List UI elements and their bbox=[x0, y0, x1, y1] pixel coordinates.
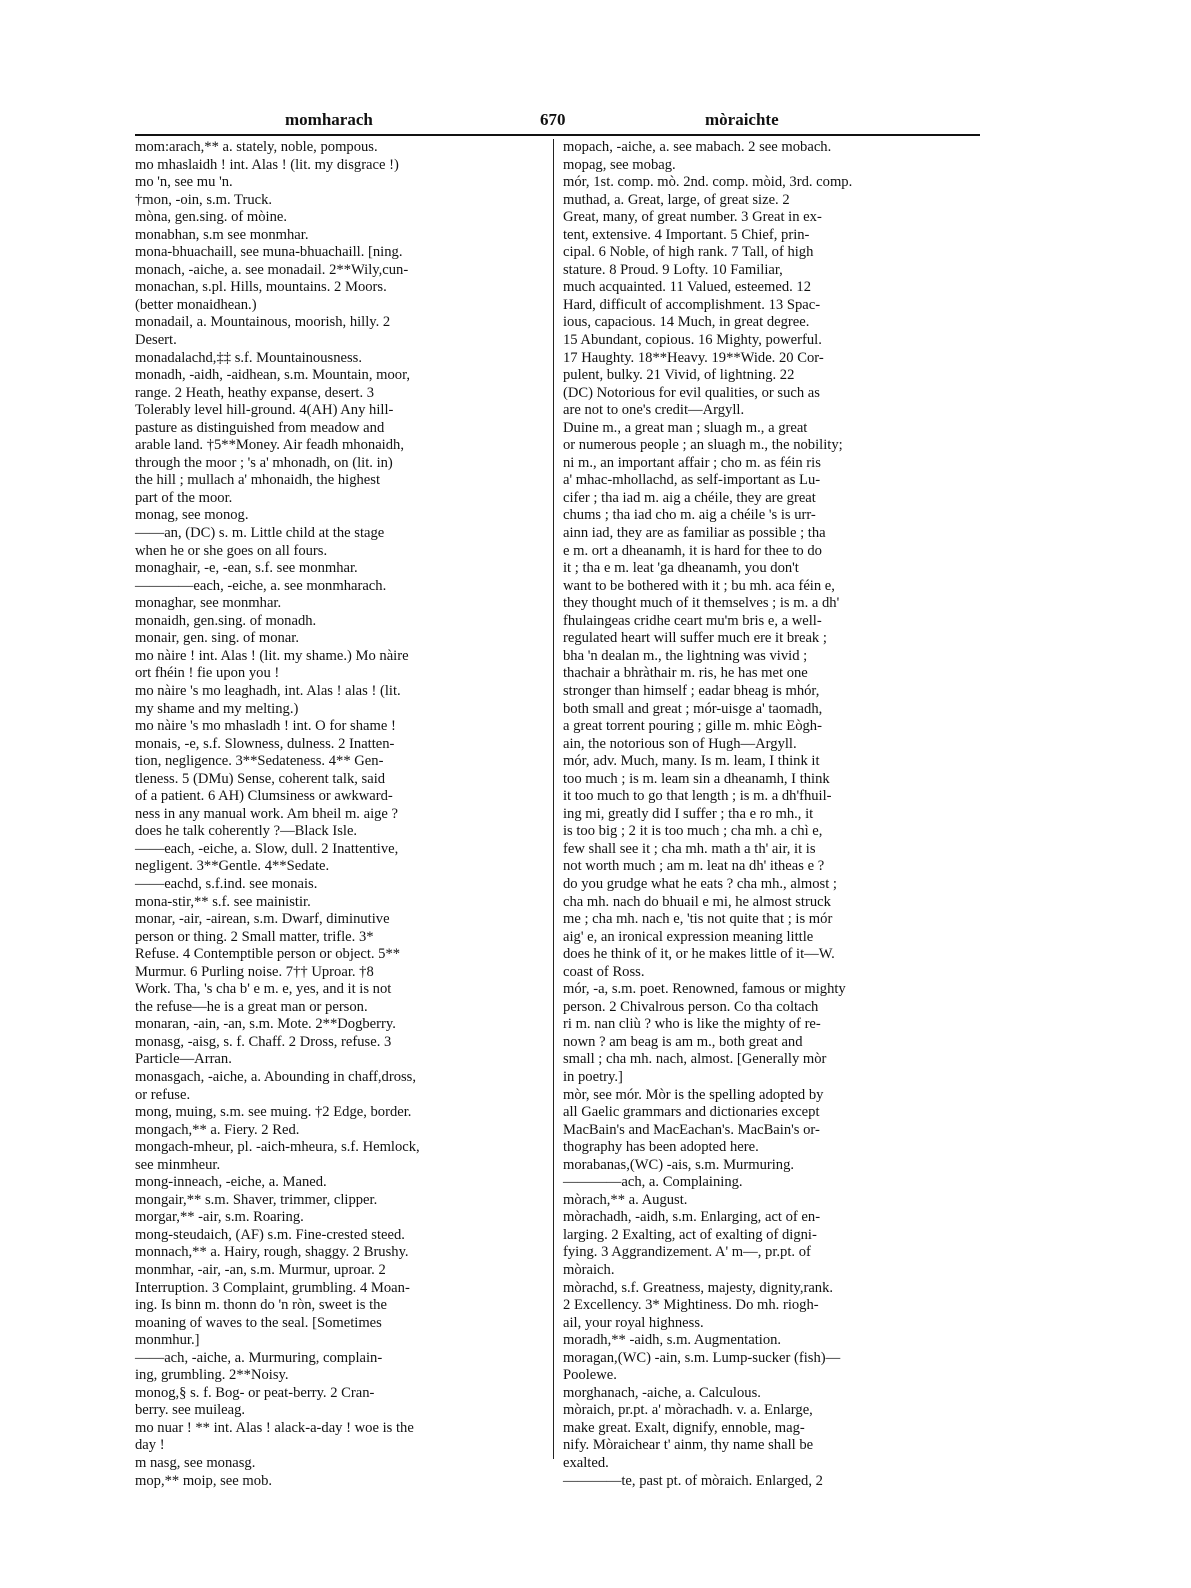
dictionary-line: larging. 2 Exalting, act of exalting of digni- bbox=[563, 1226, 817, 1243]
dictionary-line: want to be bothered with it ; bu mh. aca féin e, bbox=[563, 577, 835, 594]
dictionary-line: tleness. 5 (DMu) Sense, coherent talk, said bbox=[135, 770, 386, 787]
dictionary-line: see minmheur. bbox=[135, 1156, 221, 1173]
dictionary-line: nown ? am beag is am m., both great and bbox=[563, 1033, 803, 1050]
dictionary-line: mòraich. bbox=[563, 1262, 615, 1278]
dictionary-line: a' mhac-mhollachd, as self-important as Lu- bbox=[563, 472, 821, 489]
dictionary-line: make great. Exalt, dignify, ennoble, mag- bbox=[563, 1419, 805, 1436]
dictionary-line: monachan, s.pl. Hills, mountains. 2 Moors. bbox=[135, 279, 387, 296]
dictionary-line: 2 Excellency. 3* Mightiness. Do mh. riogh- bbox=[563, 1297, 819, 1314]
dictionary-line: mo nàire 's mo leaghadh, int. Alas ! alas ! (lit. bbox=[135, 682, 401, 699]
dictionary-line: e m. ort a dheanamh, it is hard for thee to do bbox=[563, 542, 822, 559]
dictionary-line: pulent, bulky. 21 Vivid, of lightning. 22 bbox=[563, 367, 795, 384]
dictionary-line: arable land. †5**Money. Air feadh mhonaidh, bbox=[135, 437, 404, 454]
dictionary-line: cifer ; tha iad m. aig a chéile, they are great bbox=[563, 489, 816, 506]
dictionary-line: Refuse. 4 Contemptible person or object. 5** bbox=[135, 946, 401, 963]
dictionary-line: Interruption. 3 Complaint, grumbling. 4 Moan- bbox=[135, 1279, 410, 1296]
dictionary-line: day ! bbox=[135, 1437, 165, 1454]
dictionary-line: Duine m., a great man ; sluagh m., a great bbox=[563, 419, 808, 436]
dictionary-line: berry. see muileag. bbox=[135, 1402, 246, 1419]
dictionary-line: monadail, a. Mountainous, moorish, hilly. 2 bbox=[135, 314, 391, 331]
dictionary-line: mo 'n, see mu 'n. bbox=[135, 174, 233, 191]
dictionary-line: of a patient. 6 AH) Clumsiness or awkward- bbox=[135, 788, 393, 805]
dictionary-line: stature. 8 Proud. 9 Lofty. 10 Familiar, bbox=[563, 261, 783, 278]
dictionary-line: mór, 1st. comp. mò. 2nd. comp. mòid, 3rd. comp. bbox=[563, 174, 853, 191]
dictionary-line: monaghar, see monmhar. bbox=[135, 595, 282, 612]
column-divider bbox=[553, 139, 554, 1459]
dictionary-line: mòr, see mór. Mòr is the spelling adopted by bbox=[563, 1086, 824, 1103]
dictionary-line: Desert. bbox=[135, 332, 177, 349]
dictionary-line: monadalachd,‡‡ s.f. Mountainousness. bbox=[135, 349, 362, 366]
dictionary-line: mona-bhuachaill, see muna-bhuachaill. [ning. bbox=[135, 244, 403, 261]
dictionary-line: ing mi, greatly did I suffer ; tha e ro mh., it bbox=[563, 805, 814, 822]
dictionary-line: regulated heart will suffer much ere it break ; bbox=[563, 630, 827, 647]
dictionary-line: all Gaelic grammars and dictionaries except bbox=[563, 1104, 820, 1121]
dictionary-line: ious, capacious. 14 Much, in great degree. bbox=[563, 314, 810, 331]
dictionary-line: fying. 3 Aggrandizement. A' m—, pr.pt. of bbox=[563, 1244, 811, 1261]
dictionary-line: mòrachadh, -aidh, s.m. Enlarging, act of en- bbox=[563, 1209, 821, 1226]
dictionary-line: exalted. bbox=[563, 1455, 609, 1472]
dictionary-line: ail, your royal highness. bbox=[563, 1314, 704, 1331]
dictionary-line: coast of Ross. bbox=[563, 963, 645, 980]
dictionary-line: or numerous people ; an sluagh m., the nobility; bbox=[563, 437, 843, 454]
dictionary-line: mopag, see mobag. bbox=[563, 156, 676, 173]
dictionary-line: mong-inneach, -eiche, a. Maned. bbox=[135, 1174, 327, 1191]
dictionary-line: small ; cha mh. nach, almost. [Generally mòr bbox=[563, 1051, 827, 1068]
dictionary-line: ————te, past pt. of mòraich. Enlarged, 2 bbox=[563, 1472, 823, 1489]
dictionary-line: mór, adv. Much, many. Is m. leam, I think it bbox=[563, 753, 820, 770]
dictionary-line: m nasg, see monasg. bbox=[135, 1455, 256, 1472]
dictionary-line: morgar,** -air, s.m. Roaring. bbox=[135, 1209, 304, 1226]
dictionary-line: moaning of waves to the seal. [Sometimes bbox=[135, 1314, 382, 1331]
dictionary-line: monmhur.] bbox=[135, 1332, 200, 1349]
dictionary-line: tent, extensive. 4 Important. 5 Chief, prin- bbox=[563, 226, 810, 243]
dictionary-line: morabanas,(WC) -ais, s.m. Murmuring. bbox=[563, 1156, 795, 1173]
dictionary-line: does he think of it, or he makes little of it—W. bbox=[563, 946, 835, 963]
dictionary-line: few shall see it ; cha mh. math a th' air, it is bbox=[563, 840, 816, 857]
dictionary-line: nify. Mòraichear t' ainm, thy name shall be bbox=[563, 1437, 814, 1454]
dictionary-line: mo nàire 's mo mhasladh ! int. O for shame ! bbox=[135, 718, 396, 735]
dictionary-line: monair, gen. sing. of monar. bbox=[135, 630, 299, 647]
running-header bbox=[135, 108, 980, 136]
page-number: 670 bbox=[540, 110, 566, 129]
dictionary-line: the hill ; mullach a' mhonaidh, the highest bbox=[135, 472, 381, 489]
dictionary-line: person or thing. 2 Small matter, trifle. 3* bbox=[135, 928, 374, 945]
dictionary-line: mom:arach,** a. stately, noble, pompous. bbox=[135, 139, 378, 155]
dictionary-line: mòrach,** a. August. bbox=[563, 1191, 688, 1208]
dictionary-line: mopach, -aiche, a. see mabach. 2 see mobach. bbox=[563, 139, 832, 155]
dictionary-line: monadh, -aidh, -aidhean, s.m. Mountain, moor, bbox=[135, 367, 411, 384]
right-guide-word: mòraichte bbox=[705, 110, 779, 129]
dictionary-line: fhulaingeas cridhe ceart mu'm bris e, a well- bbox=[563, 612, 822, 629]
dictionary-line: Hard, difficult of accomplishment. 13 Spac- bbox=[563, 296, 821, 313]
dictionary-line: bha 'n dealan m., the lightning was vivid ; bbox=[563, 647, 808, 664]
dictionary-line: mòrachd, s.f. Greatness, majesty, dignity,rank. bbox=[563, 1279, 834, 1296]
dictionary-line: ——each, -eiche, a. Slow, dull. 2 Inattentive, bbox=[135, 840, 399, 857]
dictionary-line: cipal. 6 Noble, of high rank. 7 Tall, of high bbox=[563, 244, 814, 261]
dictionary-line: monasg, -aisg, s. f. Chaff. 2 Dross, refuse. 3 bbox=[135, 1033, 392, 1050]
dictionary-line: mo nàire ! int. Alas ! (lit. my shame.) Mo nàire bbox=[135, 647, 409, 664]
dictionary-line: Tolerably level hill-ground. 4(AH) Any hill- bbox=[135, 402, 394, 419]
dictionary-line: thachair a bhràthair m. ris, he has met one bbox=[563, 665, 808, 682]
dictionary-line: thography has been adopted here. bbox=[563, 1139, 759, 1156]
dictionary-line: MacBain's and MacEachan's. MacBain's or- bbox=[563, 1121, 820, 1138]
dictionary-line: mo nuar ! ** int. Alas ! alack-a-day ! woe is the bbox=[135, 1419, 414, 1436]
dictionary-line: when he or she goes on all fours. bbox=[135, 542, 328, 559]
dictionary-line: too much ; is m. leam sin a dheanamh, I think bbox=[563, 770, 830, 787]
dictionary-line: ort fhéin ! fie upon you ! bbox=[135, 665, 280, 682]
dictionary-line: both small and great ; mór-uisge a' taomadh, bbox=[563, 700, 823, 717]
dictionary-line: ————each, -eiche, a. see monmharach. bbox=[135, 577, 387, 594]
dictionary-line: ————ach, a. Complaining. bbox=[563, 1174, 743, 1191]
dictionary-line: (DC) Notorious for evil qualities, or such as bbox=[563, 384, 820, 401]
dictionary-line: are not to one's credit—Argyll. bbox=[563, 402, 745, 419]
dictionary-line: ——ach, -aiche, a. Murmuring, complain- bbox=[135, 1349, 383, 1366]
dictionary-line: person. 2 Chivalrous person. Co tha coltach bbox=[563, 998, 819, 1015]
dictionary-line: is too big ; 2 it is too much ; cha mh. a chì e, bbox=[563, 823, 823, 840]
dictionary-line: 15 Abundant, copious. 16 Mighty, powerful. bbox=[563, 332, 822, 349]
dictionary-line: me ; cha mh. nach e, 'tis not quite that ; is mór bbox=[563, 911, 833, 928]
dictionary-line: ainn iad, they are as familiar as possible ; tha bbox=[563, 525, 826, 542]
dictionary-line: mongach,** a. Fiery. 2 Red. bbox=[135, 1121, 300, 1138]
dictionary-line: morghanach, -aiche, a. Calculous. bbox=[563, 1384, 761, 1401]
dictionary-line: cha mh. nach do bhuail e mi, he almost struck bbox=[563, 893, 831, 910]
dictionary-line: monaghair, -e, -ean, s.f. see monmhar. bbox=[135, 560, 358, 577]
dictionary-line: 17 Haughty. 18**Heavy. 19**Wide. 20 Cor- bbox=[563, 349, 824, 366]
dictionary-line: monasgach, -aiche, a. Abounding in chaff,dross, bbox=[135, 1068, 416, 1085]
dictionary-line: muthad, a. Great, large, of great size. 2 bbox=[563, 191, 790, 208]
dictionary-line: ing, grumbling. 2**Noisy. bbox=[135, 1367, 289, 1384]
dictionary-line: does he talk coherently ?—Black Isle. bbox=[135, 823, 358, 840]
dictionary-line: much acquainted. 11 Valued, esteemed. 12 bbox=[563, 279, 812, 296]
dictionary-line: stronger than himself ; eadar bheag is mhór, bbox=[563, 682, 820, 699]
dictionary-line: mongach-mheur, pl. -aich-mheura, s.f. Hemlock, bbox=[135, 1139, 420, 1156]
dictionary-line: the refuse—he is a great man or person. bbox=[135, 998, 368, 1015]
dictionary-line: mòna, gen.sing. of mòine. bbox=[135, 209, 287, 226]
dictionary-line: not worth much ; am m. leat na dh' itheas e ? bbox=[563, 858, 825, 875]
dictionary-line: mona-stir,** s.f. see mainistir. bbox=[135, 893, 311, 910]
dictionary-line: monaidh, gen.sing. of monadh. bbox=[135, 612, 317, 629]
right-column bbox=[563, 139, 975, 1490]
dictionary-line: Work. Tha, 's cha b' e m. e, yes, and it is not bbox=[135, 981, 392, 998]
left-column bbox=[135, 139, 545, 1490]
dictionary-line: it ; tha e m. leat 'ga dheanamh, you don't bbox=[563, 560, 799, 577]
dictionary-line: Murmur. 6 Purling noise. 7†† Uproar. †8 bbox=[135, 963, 374, 980]
dictionary-line: pasture as distinguished from meadow and bbox=[135, 419, 385, 436]
dictionary-line: †mon, -oin, s.m. Truck. bbox=[135, 191, 273, 208]
dictionary-line: monar, -air, -airean, s.m. Dwarf, diminutive bbox=[135, 911, 390, 928]
dictionary-line: my shame and my melting.) bbox=[135, 700, 299, 717]
dictionary-line: through the moor ; 's a' mhonadh, on (lit. in) bbox=[135, 454, 393, 471]
dictionary-line: monog,§ s. f. Bog- or peat-berry. 2 Cran- bbox=[135, 1384, 375, 1401]
dictionary-line: ni m., an important affair ; cho m. as féin ris bbox=[563, 454, 821, 471]
dictionary-line: negligent. 3**Gentle. 4**Sedate. bbox=[135, 858, 330, 875]
dictionary-line: ing. Is binn m. thonn do 'n ròn, sweet is the bbox=[135, 1297, 387, 1314]
dictionary-line: moragan,(WC) -ain, s.m. Lump-sucker (fish)— bbox=[563, 1349, 841, 1366]
dictionary-line: monmhar, -air, -an, s.m. Murmur, uproar. 2 bbox=[135, 1262, 386, 1278]
dictionary-line: (better monaidhean.) bbox=[135, 296, 257, 313]
dictionary-line: range. 2 Heath, heathy expanse, desert. 3 bbox=[135, 384, 375, 401]
dictionary-line: it too much to go that length ; is m. a dh'fhuil- bbox=[563, 788, 832, 805]
dictionary-line: aig' e, an ironical expression meaning little bbox=[563, 928, 814, 945]
dictionary-line: moradh,** -aidh, s.m. Augmentation. bbox=[563, 1332, 782, 1349]
dictionary-line: they thought much of it themselves ; is m. a dh' bbox=[563, 595, 840, 612]
dictionary-line: monach, -aiche, a. see monadail. 2**Wily,cun- bbox=[135, 261, 409, 278]
dictionary-line: Poolewe. bbox=[563, 1367, 617, 1384]
dictionary-line: or refuse. bbox=[135, 1086, 191, 1103]
dictionary-line: monag, see monog. bbox=[135, 507, 249, 524]
dictionary-line: chums ; tha iad cho m. aig a chéile 's is urr- bbox=[563, 507, 816, 524]
dictionary-line: ——eachd, s.f.ind. see monais. bbox=[135, 875, 318, 892]
dictionary-line: mong, muing, s.m. see muing. †2 Edge, border. bbox=[135, 1104, 412, 1121]
dictionary-line: ——an, (DC) s. m. Little child at the stage bbox=[135, 525, 385, 542]
dictionary-line: monnach,** a. Hairy, rough, shaggy. 2 Brushy. bbox=[135, 1244, 409, 1261]
dictionary-line: ain, the notorious son of Hugh—Argyll. bbox=[563, 735, 797, 752]
dictionary-line: mór, -a, s.m. poet. Renowned, famous or mighty bbox=[563, 981, 846, 998]
dictionary-line: a great torrent pouring ; gille m. mhic Eògh- bbox=[563, 718, 822, 735]
dictionary-line: part of the moor. bbox=[135, 489, 233, 506]
dictionary-line: mo mhaslaidh ! int. Alas ! (lit. my disgrace !) bbox=[135, 156, 399, 173]
dictionary-line: mong-steudaich, (AF) s.m. Fine-crested steed. bbox=[135, 1226, 405, 1243]
dictionary-line: monais, -e, s.f. Slowness, dulness. 2 Inatten- bbox=[135, 735, 395, 752]
left-guide-word: momharach bbox=[285, 110, 373, 129]
dictionary-line: in poetry.] bbox=[563, 1068, 623, 1085]
dictionary-line: tion, negligence. 3**Sedateness. 4** Gen- bbox=[135, 753, 384, 770]
dictionary-line: do you grudge what he eats ? cha mh., almost ; bbox=[563, 875, 837, 892]
dictionary-line: mongair,** s.m. Shaver, trimmer, clipper. bbox=[135, 1191, 378, 1208]
dictionary-line: monabhan, s.m see monmhar. bbox=[135, 226, 309, 243]
dictionary-line: Great, many, of great number. 3 Great in ex- bbox=[563, 209, 822, 226]
dictionary-line: ness in any manual work. Am bheil m. aige ? bbox=[135, 805, 399, 822]
dictionary-line: ri m. nan cliù ? who is like the mighty of re- bbox=[563, 1016, 821, 1033]
dictionary-line: mop,** moip, see mob. bbox=[135, 1472, 273, 1489]
dictionary-line: Particle—Arran. bbox=[135, 1051, 232, 1068]
dictionary-line: monaran, -ain, -an, s.m. Mote. 2**Dogberry. bbox=[135, 1016, 396, 1033]
dictionary-line: mòraich, pr.pt. a' mòrachadh. v. a. Enlarge, bbox=[563, 1402, 813, 1419]
